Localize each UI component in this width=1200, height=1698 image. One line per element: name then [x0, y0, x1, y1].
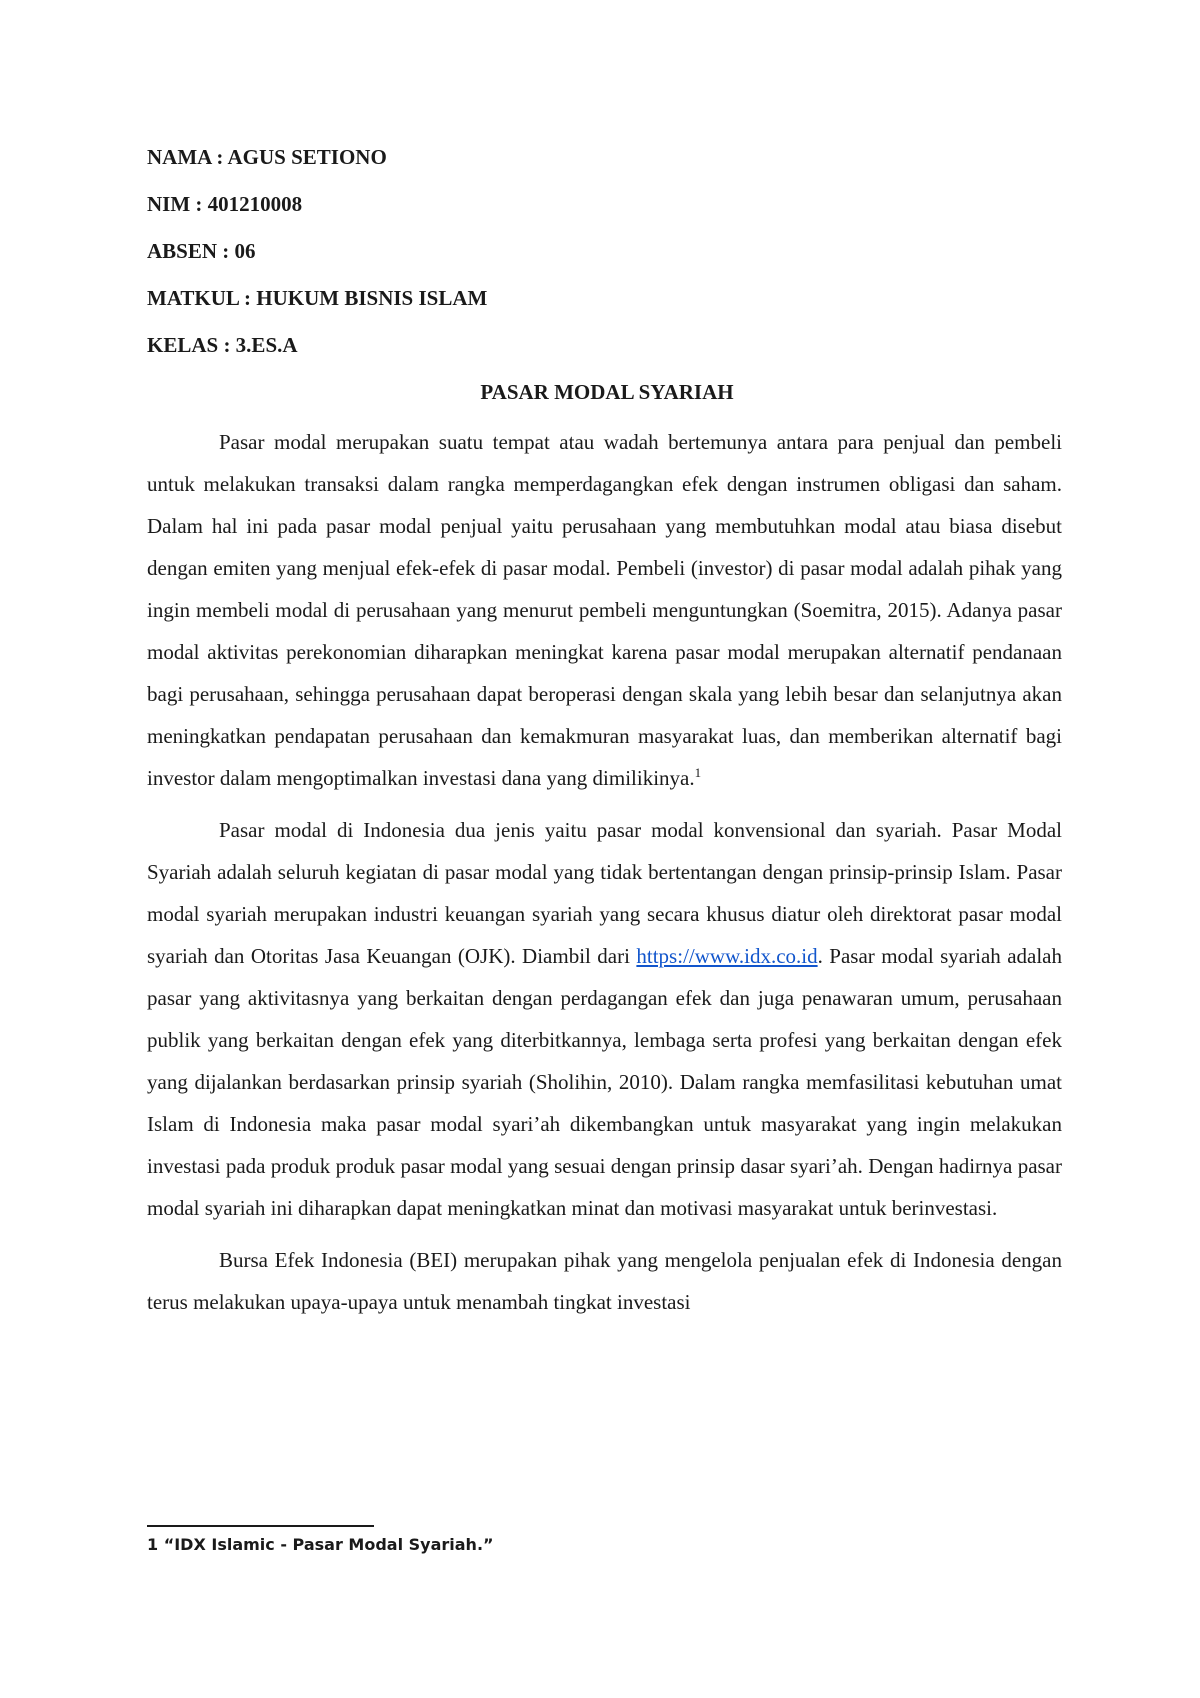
footnote-separator [147, 1525, 374, 1527]
idx-link[interactable]: https://www.idx.co.id [636, 944, 818, 968]
student-name: NAMA : AGUS SETIONO [147, 145, 387, 169]
paragraph-2-text-start: Pasar modal di Indonesia dua jenis yaitu pasar modal konvensional dan syariah. Pasar Modal Syariah adalah seluruh kegiatan di pasar modal yang tidak bertentangan dengan prinsip-prinsip Islam. Pasar modal syariah merupakan industri keuangan syariah yang secara khusus diatur oleh direktorat pasar modal syariah dan Otoritas Jasa Keuangan (OJK). Diambil dari [147, 818, 1062, 968]
paragraph-2 [147, 809, 1062, 1229]
document-title: PASAR MODAL SYARIAH [480, 380, 734, 404]
paragraph-3-text: Bursa Efek Indonesia (BEI) merupakan pihak yang mengelola penjualan efek di Indonesia dengan terus melakukan upaya-upaya untuk menambah tingkat investasi [147, 1248, 1062, 1314]
document-body [147, 421, 1062, 1333]
student-absen: ABSEN : 06 [147, 239, 256, 263]
student-nim: NIM : 401210008 [147, 192, 303, 216]
footnote-1: 1 “IDX Islamic - Pasar Modal Syariah.” [147, 1535, 494, 1554]
class-name: KELAS : 3.ES.A [147, 333, 298, 357]
paragraph-3 [147, 1239, 1062, 1323]
student-info [147, 143, 1067, 378]
course-name: MATKUL : HUKUM BISNIS ISLAM [147, 286, 488, 310]
footnote-reference[interactable]: 1 [694, 765, 702, 780]
paragraph-2-text-end: . Pasar modal syariah adalah pasar yang aktivitasnya yang berkaitan dengan perdagangan efek dan juga penawaran umum, perusahaan publik yang berkaitan dengan efek yang diterbitkannya, lembaga serta profesi yang berkaitan dengan efek yang dijalankan berdasarkan prinsip syariah (Sholihin, 2010). Dalam rangka memfasilitasi kebutuhan umat Islam di Indonesia maka pasar modal syari’ah dikembangkan untuk masyarakat yang ingin melakukan investasi pada produk produk pasar modal yang sesuai dengan prinsip dasar syari’ah. Dengan hadirnya pasar modal syariah ini diharapkan dapat meningkatkan minat dan motivasi masyarakat untuk berinvestasi. [147, 944, 1062, 1220]
paragraph-1-text: Pasar modal merupakan suatu tempat atau wadah bertemunya antara para penjual dan pembeli untuk melakukan transaksi dalam rangka memperdagangkan efek dengan instrumen obligasi dan saham. Dalam hal ini pada pasar modal penjual yaitu perusahaan yang membutuhkan modal atau biasa disebut dengan emiten yang menjual efek-efek di pasar modal. Pembeli (investor) di pasar modal adalah pihak yang ingin membeli modal di perusahaan yang menurut pembeli menguntungkan (Soemitra, 2015). Adanya pasar modal aktivitas perekonomian diharapkan meningkat karena pasar modal merupakan alternatif pendanaan bagi perusahaan, sehingga perusahaan dapat beroperasi dengan skala yang lebih besar dan selanjutnya akan meningkatkan pendapatan perusahaan dan kemakmuran masyarakat luas, dan memberikan alternatif bagi investor dalam mengoptimalkan investasi dana yang dimilikinya. [147, 430, 1062, 790]
paragraph-1 [147, 421, 1062, 799]
